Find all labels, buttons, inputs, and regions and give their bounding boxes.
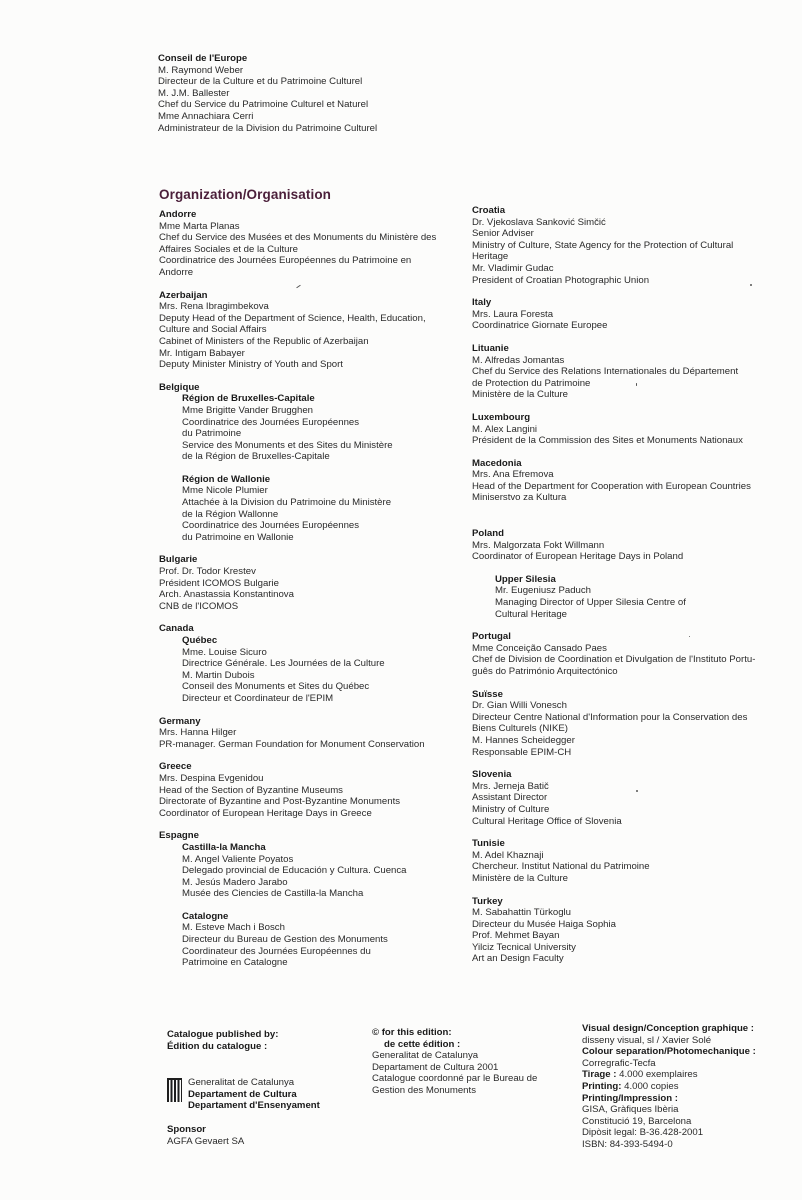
country-section bbox=[472, 838, 772, 884]
entry-line: Coordinatrice des Journées Européennes du Patrimoine en bbox=[159, 255, 412, 267]
credit-line bbox=[582, 1093, 756, 1105]
entry-line: Senior Adviser bbox=[472, 228, 534, 240]
country-heading: Italy bbox=[472, 297, 492, 309]
scan-speck bbox=[636, 790, 638, 792]
entry-line: Coordinatrice des Journées Européennes bbox=[182, 520, 360, 532]
country-heading: Slovenia bbox=[472, 769, 512, 781]
publisher-row bbox=[167, 1077, 320, 1112]
entry-line: Président ICOMOS Bulgarie bbox=[159, 577, 279, 589]
left-column bbox=[159, 209, 459, 980]
entry-line: Chef de Division de Coordination et Divulgation de l'Instituto Portu- bbox=[472, 654, 756, 666]
country-heading: Lituanie bbox=[472, 342, 509, 354]
entry-line: Mme Conceição Cansado Paes bbox=[472, 642, 607, 654]
entry-line: Mme Nicole Plumier bbox=[182, 485, 268, 497]
entry-line: Deputy Head of the Department of Science, Health, Education, bbox=[159, 312, 426, 324]
entry-line: M. Alfredas Jomantas bbox=[472, 354, 565, 366]
council-line: M. J.M. Ballester bbox=[158, 87, 230, 99]
entry-line: Culture and Social Affairs bbox=[159, 324, 267, 336]
credit-line bbox=[582, 1081, 756, 1093]
country-heading: Andorre bbox=[159, 209, 197, 220]
entry-line: du Patrimoine en Wallonie bbox=[182, 531, 294, 543]
entry-line: Heritage bbox=[472, 251, 509, 263]
entry-line: Dr. Vjekoslava Sanković Simčić bbox=[472, 216, 606, 228]
entry-line: Art an Design Faculty bbox=[472, 953, 564, 965]
edition-block bbox=[372, 1027, 537, 1097]
entry-line: Directeur Centre National d'Information pour la Conservation des bbox=[472, 711, 748, 723]
entry-line: Service des Monuments et des Sites du Ministère bbox=[182, 439, 393, 451]
country-section bbox=[472, 458, 772, 504]
entry-line: Coordinator of European Heritage Days in Greece bbox=[159, 807, 372, 819]
credit-label: Constitució 19, Barcelona bbox=[582, 1115, 692, 1127]
entry-line: Prof. Mehmet Bayan bbox=[472, 930, 560, 942]
entry-line: Andorre bbox=[159, 266, 194, 278]
entry-line: M. Sabahattin Türkoglu bbox=[472, 907, 572, 919]
credit-label: ISBN: 84-393-5494-0 bbox=[582, 1138, 673, 1150]
entry-line: de la Région Wallonne bbox=[182, 508, 279, 520]
entry-line: Mme. Louise Sicuro bbox=[182, 646, 267, 658]
entry-line: Coordinator of European Heritage Days in Poland bbox=[472, 551, 684, 563]
credit-label: Corregrafic-Tecfa bbox=[582, 1057, 656, 1069]
entry-line: Mrs. Despina Evgenidou bbox=[159, 772, 264, 784]
entry-line: Patrimoine en Catalogne bbox=[182, 957, 288, 969]
entry-line: CNB de l'ICOMOS bbox=[159, 600, 239, 612]
sponsor-name: AGFA Gevaert SA bbox=[167, 1135, 245, 1147]
entry-line: Mrs. Laura Foresta bbox=[472, 308, 554, 320]
council-line: Directeur de la Culture et du Patrimoine Culturel bbox=[158, 76, 363, 88]
edition-line: Gestion des Monuments bbox=[372, 1084, 476, 1096]
scan-speck bbox=[689, 636, 690, 637]
edition-line: Departament de Cultura 2001 bbox=[372, 1061, 499, 1073]
credit-value: 4.000 copies bbox=[621, 1080, 679, 1092]
country-heading: Macedonia bbox=[472, 457, 522, 469]
entry-line: M. Angel Valiente Poyatos bbox=[182, 853, 294, 865]
region-section bbox=[182, 474, 459, 544]
entry-line: de la Région de Bruxelles-Capitale bbox=[182, 451, 330, 463]
entry-line: M. Alex Langini bbox=[472, 423, 538, 435]
entry-line: Coordinateur des Journées Européennes du bbox=[182, 945, 371, 957]
entry-line: Mrs. Malgorzata Fokt Willmann bbox=[472, 539, 605, 551]
credit-label: GISA, Gràfiques Ibèria bbox=[582, 1104, 679, 1116]
credit-label: Visual design/Conception graphique : bbox=[582, 1023, 754, 1034]
region-heading: Catalogne bbox=[182, 910, 229, 922]
edition-line: Catalogue coordonné par le Bureau de bbox=[372, 1073, 538, 1085]
entry-line: Président de la Commission des Sites et Monuments Nationaux bbox=[472, 435, 743, 447]
credit-line bbox=[582, 1023, 756, 1035]
credit-line bbox=[582, 1058, 756, 1070]
publisher-line: Departament de Cultura bbox=[188, 1088, 297, 1100]
entry-line: Directeur du Musée Haiga Sophia bbox=[472, 918, 616, 930]
entry-line: Cultural Heritage bbox=[495, 608, 567, 620]
entry-line: Managing Director of Upper Silesia Centre of bbox=[495, 597, 686, 609]
publisher-line: Generalitat de Catalunya bbox=[188, 1077, 295, 1089]
entry-line: Head of the Section of Byzantine Museums bbox=[159, 784, 343, 796]
council-line: Mme Annachiara Cerri bbox=[158, 110, 254, 122]
region-section bbox=[495, 574, 772, 620]
region-section bbox=[182, 393, 459, 463]
credit-line bbox=[582, 1104, 756, 1116]
entry-line: Biens Culturels (NIKE) bbox=[472, 723, 568, 735]
entry-line: Attachée à la Division du Patrimoine du Ministère bbox=[182, 497, 392, 509]
region-heading: Région de Wallonie bbox=[182, 473, 271, 485]
entry-line: Affaires Sociales et de la Culture bbox=[159, 243, 299, 255]
entry-line: Prof. Dr. Todor Krestev bbox=[159, 566, 256, 578]
credit-label: Colour separation/Photomechanique : bbox=[582, 1046, 756, 1058]
entry-line: Ministry of Culture, State Agency for the Protection of Cultural bbox=[472, 239, 734, 251]
country-section bbox=[472, 769, 772, 827]
published-by-block bbox=[167, 1029, 320, 1112]
country-heading: Suïsse bbox=[472, 688, 503, 700]
publisher-line: Departament d'Ensenyament bbox=[188, 1100, 320, 1112]
entry-line: Cabinet of Ministers of the Republic of Azerbaijan bbox=[159, 335, 369, 347]
country-section bbox=[472, 631, 772, 677]
country-section bbox=[472, 412, 772, 447]
entry-line: Dr. Gian Willi Vonesch bbox=[472, 700, 567, 712]
scan-speck bbox=[750, 284, 752, 286]
country-section bbox=[159, 716, 459, 751]
edition-heading-fr: de cette édition : bbox=[384, 1038, 461, 1050]
entry-line: Mme Brigitte Vander Brugghen bbox=[182, 404, 314, 416]
entry-line: Conseil des Monuments et Sites du Québec bbox=[182, 681, 370, 693]
entry-line: Mrs. Ana Efremova bbox=[472, 469, 554, 481]
credit-line bbox=[582, 1035, 756, 1047]
country-heading: Greece bbox=[159, 761, 192, 773]
credit-label: Dipòsit legal: B-36.428-2001 bbox=[582, 1127, 704, 1139]
entry-line: Musée des Ciencies de Castilla-la Mancha bbox=[182, 888, 364, 900]
entry-line: Arch. Anastassia Konstantinova bbox=[159, 589, 294, 601]
region-section bbox=[182, 842, 459, 900]
credit-line bbox=[582, 1116, 756, 1128]
region-heading: Upper Silesia bbox=[495, 573, 556, 585]
entry-line: PR-manager. German Foundation for Monument Conservation bbox=[159, 738, 425, 750]
generalitat-logo-icon bbox=[167, 1078, 182, 1102]
country-heading: Turkey bbox=[472, 895, 503, 907]
country-heading: Tunisie bbox=[472, 838, 505, 850]
published-heading-fr: Édition du catalogue : bbox=[167, 1040, 268, 1052]
edition-line: Generalitat de Catalunya bbox=[372, 1050, 479, 1062]
country-section bbox=[472, 297, 772, 332]
entry-line: M. Martin Dubois bbox=[182, 669, 255, 681]
entry-line: Delegado provincial de Educación y Cultura. Cuenca bbox=[182, 865, 407, 877]
country-heading: Azerbaijan bbox=[159, 289, 208, 301]
country-section bbox=[159, 554, 459, 612]
country-heading: Croatia bbox=[472, 205, 506, 216]
organization-title: Organization/Organisation bbox=[159, 187, 332, 202]
credit-line bbox=[582, 1069, 756, 1081]
region-heading: Région de Bruxelles-Capitale bbox=[182, 393, 315, 405]
country-heading: Bulgarie bbox=[159, 554, 198, 566]
entry-line: Chercheur. Institut National du Patrimoine bbox=[472, 861, 650, 873]
entry-line: Mrs. Hanna Hilger bbox=[159, 727, 237, 739]
credit-line bbox=[582, 1139, 756, 1151]
credit-label: Printing: bbox=[582, 1080, 622, 1092]
entry-line: Directrice Générale. Les Journées de la Culture bbox=[182, 658, 385, 670]
entry-line: de Protection du Patrimoine bbox=[472, 377, 591, 389]
country-heading: Espagne bbox=[159, 830, 199, 842]
council-of-europe-block bbox=[158, 53, 377, 134]
country-section bbox=[159, 623, 459, 704]
scan-speck bbox=[636, 383, 637, 386]
region-heading: Castilla-la Mancha bbox=[182, 841, 266, 853]
entry-line: Coordinatrice Giornate Europee bbox=[472, 320, 608, 332]
country-heading: Canada bbox=[159, 623, 194, 635]
entry-line: Ministry of Culture bbox=[472, 803, 550, 815]
entry-line: Directeur et Coordinateur de l'EPIM bbox=[182, 692, 334, 704]
entry-line: Head of the Department for Cooperation with European Countries bbox=[472, 480, 751, 492]
entry-line: du Patrimoine bbox=[182, 428, 242, 440]
entry-line: Yilciz Tecnical University bbox=[472, 941, 576, 953]
entry-line: Assistant Director bbox=[472, 792, 548, 804]
credit-value: 4.000 exemplaires bbox=[616, 1069, 698, 1081]
council-line: Administrateur de la Division du Patrimoine Culturel bbox=[158, 122, 378, 134]
sponsor-heading: Sponsor bbox=[167, 1124, 206, 1135]
entry-line: M. Adel Khaznaji bbox=[472, 849, 544, 861]
entry-line: Ministère de la Culture bbox=[472, 389, 568, 401]
entry-line: M. Esteve Mach i Bosch bbox=[182, 922, 285, 934]
entry-line: M. Jesús Madero Jarabo bbox=[182, 876, 288, 888]
sponsor-block bbox=[167, 1124, 244, 1147]
region-section bbox=[182, 911, 459, 969]
entry-line: Mr. Eugeniusz Paduch bbox=[495, 585, 591, 597]
country-section bbox=[472, 689, 772, 759]
country-section bbox=[472, 205, 772, 286]
council-line: M. Raymond Weber bbox=[158, 64, 244, 76]
credit-line bbox=[582, 1046, 756, 1058]
country-section bbox=[159, 382, 459, 544]
credit-label: Printing/Impression : bbox=[582, 1092, 678, 1104]
council-line: Chef du Service du Patrimoine Culturel et Naturel bbox=[158, 99, 369, 111]
entry-line: Mr. Intigam Babayer bbox=[159, 347, 245, 359]
country-heading: Germany bbox=[159, 715, 201, 727]
country-heading: Poland bbox=[472, 528, 504, 540]
entry-line: Deputy Minister Ministry of Youth and Sport bbox=[159, 359, 343, 371]
entry-line: Responsable EPIM-CH bbox=[472, 746, 572, 758]
entry-line: Directorate of Byzantine and Post-Byzantine Monuments bbox=[159, 796, 401, 808]
entry-line: Directeur du Bureau de Gestion des Monuments bbox=[182, 934, 388, 946]
right-column bbox=[472, 205, 772, 976]
entry-line: Mrs. Jerneja Batič bbox=[472, 780, 549, 792]
country-section bbox=[472, 343, 772, 401]
entry-line: guês do Património Arquitectónico bbox=[472, 666, 618, 677]
entry-line: President of Croatian Photographic Union bbox=[472, 274, 650, 286]
council-heading: Conseil de l'Europe bbox=[158, 53, 248, 64]
country-heading: Belgique bbox=[159, 381, 200, 393]
credit-line bbox=[582, 1127, 756, 1139]
credit-label: disseny visual, sl / Xavier Solé bbox=[582, 1034, 712, 1046]
credit-label: Tirage : bbox=[582, 1069, 617, 1081]
entry-line: Mrs. Rena Ibragimbekova bbox=[159, 301, 269, 313]
entry-line: Chef du Service des Musées et des Monuments du Ministère des bbox=[159, 232, 437, 244]
entry-line: Cultural Heritage Office of Slovenia bbox=[472, 815, 622, 827]
entry-line: Coordinatrice des Journées Européennes bbox=[182, 416, 360, 428]
country-heading: Portugal bbox=[472, 631, 511, 643]
country-section bbox=[472, 896, 772, 966]
country-section bbox=[159, 761, 459, 819]
country-section bbox=[159, 830, 459, 969]
country-heading: Luxembourg bbox=[472, 411, 531, 423]
entry-line: Mme Marta Planas bbox=[159, 220, 240, 232]
country-section bbox=[472, 528, 772, 620]
region-section bbox=[182, 635, 459, 705]
entry-line: Miniserstvo za Kultura bbox=[472, 492, 567, 504]
entry-line: Mr. Vladimir Gudac bbox=[472, 262, 554, 274]
edition-heading: © for this edition: bbox=[372, 1027, 452, 1038]
country-section bbox=[159, 209, 459, 279]
entry-line: M. Hannes Scheidegger bbox=[472, 734, 575, 746]
country-section bbox=[159, 290, 459, 371]
region-heading: Québec bbox=[182, 635, 218, 646]
credits-block bbox=[582, 1023, 756, 1151]
entry-line: Chef du Service des Relations Internationales du Département bbox=[472, 366, 739, 378]
published-heading: Catalogue published by: bbox=[167, 1029, 279, 1040]
entry-line: Ministère de la Culture bbox=[472, 872, 568, 884]
